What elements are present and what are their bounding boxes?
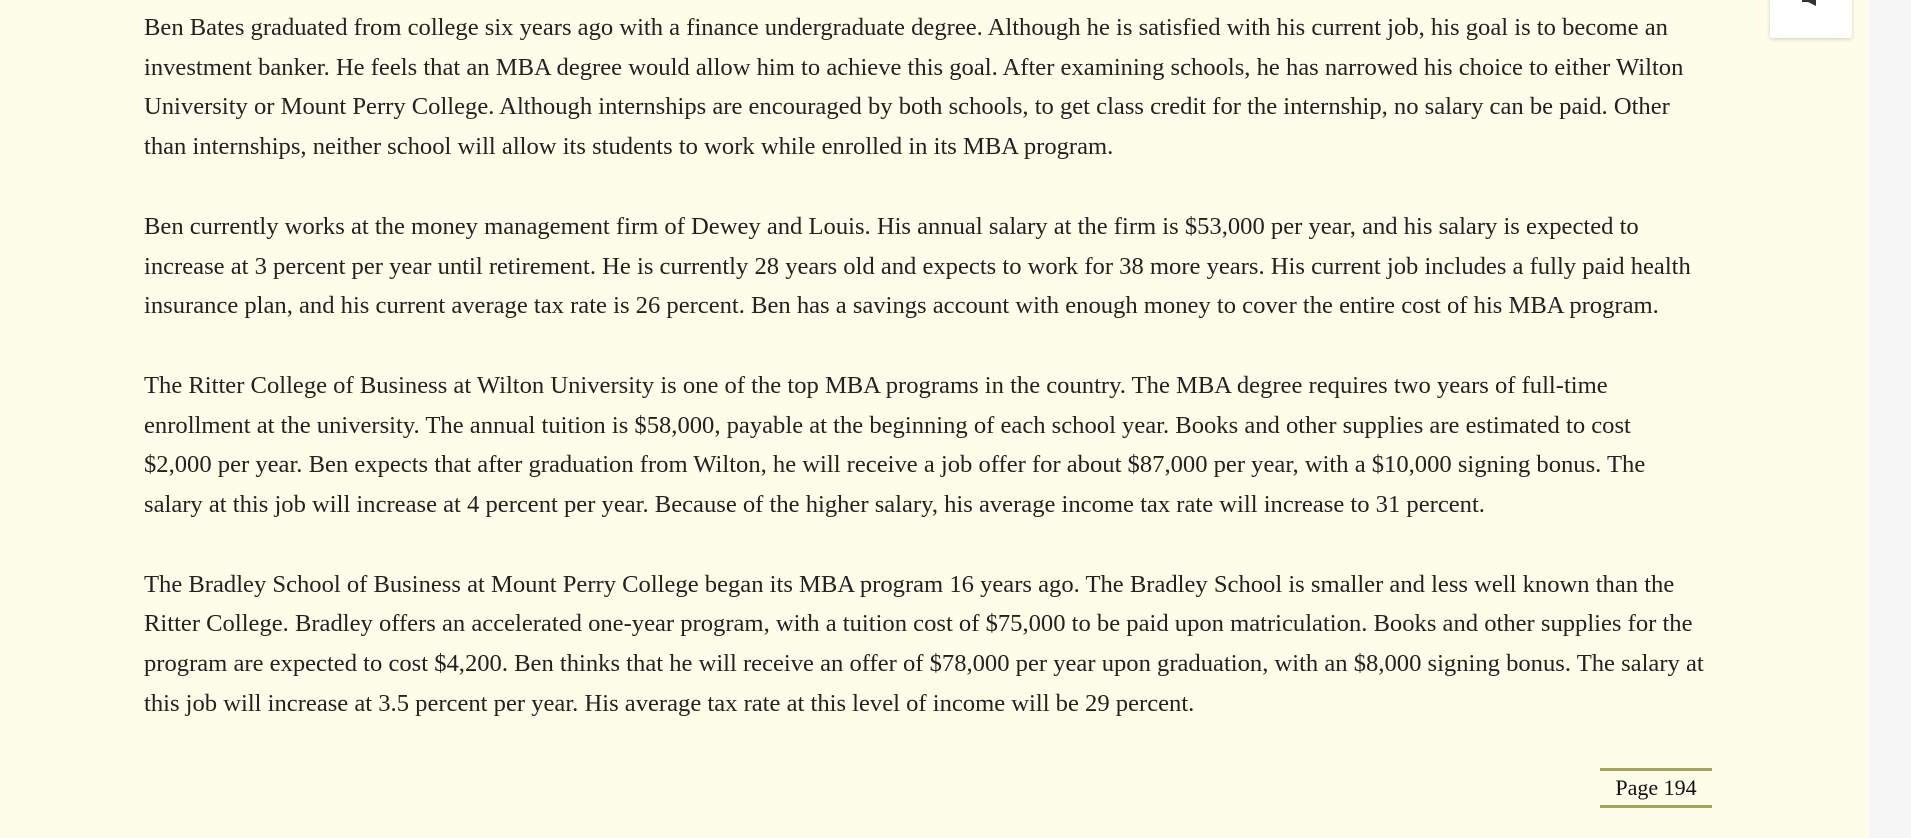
paragraph-4: The Bradley School of Business at Mount Perry College began its MBA program 16 years ago. The Bradley School is smaller and less well known than the Ritter College. Bradley offers an accelerated one-year program, with a tuition cost of $75,000 to be paid upon matriculation. Books and other supplies for the program are expected to cost $4,200. Ben thinks that he will receive an offer of $78,000 per year upon graduation, with an $8,000 signing bonus. The salary at this job will increase at 3.5 percent per year. His average tax rate at this level of income will be 29 percent. xyxy=(144,570,1704,717)
document-body xyxy=(144,8,1704,764)
paragraph-2: Ben currently works at the money management firm of Dewey and Louis. His annual salary at the firm is $53,000 per year, and his salary is expected to increase at 3 percent per year until retirement. He is currently 28 years old and expects to work for 38 more years. His current job includes a fully paid health insurance plan, and his current average tax rate is 26 percent. Ben has a savings account with enough money to cover the entire cost of his MBA program. xyxy=(144,212,1691,320)
paragraph-3: The Ritter College of Business at Wilton University is one of the top MBA programs in the country. The MBA degree requires two years of full-time enrollment at the university. The annual tuition is $58,000, payable at the beginning of each school year. Books and other supplies are estimated to cost $2,000 per year. Ben expects that after graduation from Wilton, he will receive a job offer for about $87,000 per year, with a $10,000 signing bonus. The salary at this job will increase at 4 percent per year. Because of the higher salary, his average income tax rate will increase to 31 percent. xyxy=(144,371,1646,519)
paragraph-1: Ben Bates graduated from college six years ago with a finance undergraduate degree. Although he is satisfied with his current job, his goal is to become an investment banker. He feels that an MBA degree would allow him to achieve this goal. After examining schools, he has narrowed his choice to either Wilton University or Mount Perry College. Although internships are encouraged by both schools, to get class credit for the internship, no salary can be paid. Other than internships, neither school will allow its students to work while enrolled in its MBA program. xyxy=(144,14,1684,161)
read-aloud-button[interactable] xyxy=(1770,0,1852,38)
page-number-marker: Page 194 xyxy=(1600,768,1712,808)
scrollbar-track[interactable] xyxy=(1869,0,1911,838)
speaker-icon xyxy=(1800,0,1822,14)
